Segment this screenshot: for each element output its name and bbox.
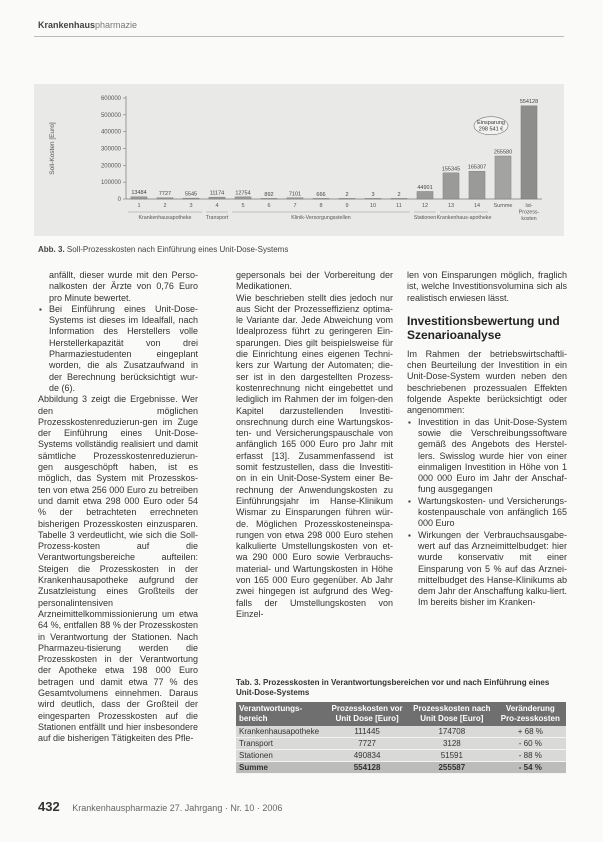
group-label: Krankenhaus-apotheke bbox=[436, 215, 492, 221]
bullet-item: ▪ Investition in das Unit-Dose-System sowie die Verschreibungssoftware gemäß des Angebots des Herstel-lers. Swisslog wurde hier von einer einmaligen Investition in Höhe von 1 000 000 Euro im Jahr der Anschaf-fung ausgegangen bbox=[407, 417, 567, 496]
annotation-line-2: 298 541 € bbox=[478, 126, 504, 133]
x-tick-label: 4 bbox=[215, 203, 219, 209]
paragraph: anfällt, dieser wurde mit den Perso-nalkosten der Ärzte von 0,76 Euro pro Minute bewertet. bbox=[49, 270, 198, 303]
bar-value-label: 7101 bbox=[288, 191, 302, 198]
bullet-item: ▪ Bei Einführung eines Unit-Dose-Systems ist dieses im Idealfall, nach Information des Herstellers volle Herstellerkapazität von drei Pharmaziestudenten eingeplant worden, die als Zusatzaufwand in der Berechnung berücksichtigt wur-de (6). bbox=[38, 304, 198, 394]
x-tick-label: 10 bbox=[369, 203, 377, 209]
bar bbox=[365, 198, 381, 199]
table-cell: 51591 bbox=[409, 750, 495, 762]
x-tick-label: 7 bbox=[293, 203, 297, 209]
bar-value-label: 13484 bbox=[131, 190, 147, 197]
figure-caption-text: Soll-Prozesskosten nach Einführung eines Unit-Dose-Systems bbox=[66, 245, 289, 254]
x-tick-label: 13 bbox=[447, 203, 455, 209]
group-label: Stationen bbox=[413, 215, 437, 221]
figure-3 bbox=[34, 84, 564, 236]
bar bbox=[131, 197, 147, 199]
table-cell: - 60 % bbox=[495, 738, 566, 750]
bar bbox=[287, 198, 303, 199]
table-cell: - 88 % bbox=[495, 750, 566, 762]
table-cell: 3128 bbox=[409, 738, 495, 750]
bar-value-label: 5545 bbox=[184, 191, 198, 198]
table-header: Veränderung Pro-zesskosten bbox=[495, 702, 566, 726]
section-heading-line1: Investitionsbewertung und bbox=[407, 313, 560, 328]
bar-value-label: 165307 bbox=[467, 164, 487, 171]
paragraph: Abbildung 3 zeigt die Ergebnisse. Wer den möglichen Prozesskostenreduzierun-gen im Zuge der Einführung eines Unit-Dose-Systems vollständig realisiert und damit sämtliche Prozesskostenreduzierun-gen ausgeschöpft haben, ist es möglich, das System mit Prozesskos-ten von etwa 256 000 Euro zu betreiben und damit etwa 298 000 Euro oder 54 % der betrachteten errechneten bisherigen Prozesskosten einzusparen. Tabelle 3 verdeutlicht, wie sich die Soll-Prozess-kosten auf die Verantwortungsbereiche aufteilen: Steigen die Prozesskosten in der Krankenhausapotheke aufgrund der Zusatzleistung eines Großteils der personalintensiven Arzneimittelkommissionierung um etwa 64 %, entfallen 88 % der Prozesskosten in Verantwortung der Stationen. Nach Pharmazeu-tisierung werden die Prozesskosten in der Verantwortung der Apotheke etwa 198 000 Euro betragen und damit etwa 77 % des Gesamtvolumens einnehmen. Daraus wird deutlich, dass der Großteil der eingesparten Prozesskosten auf die Stationen entfällt und hier insbesondere auf die bisherigen Tätigkeiten des Pfle- bbox=[38, 394, 198, 744]
table-row bbox=[236, 738, 566, 750]
bar bbox=[261, 198, 277, 199]
bar bbox=[521, 106, 537, 199]
x-tick-label: 14 bbox=[473, 203, 481, 209]
bar-value-label: 666 bbox=[316, 191, 326, 198]
table-row bbox=[236, 726, 566, 738]
table-cell: Summe bbox=[236, 762, 325, 774]
bar bbox=[209, 197, 225, 199]
text-column-3 bbox=[407, 270, 567, 609]
x-tick-label-line: kosten bbox=[521, 216, 537, 222]
table-cell: - 54 % bbox=[495, 762, 566, 774]
x-tick-label: 3 bbox=[189, 203, 193, 209]
y-tick-label: 300000 bbox=[100, 146, 121, 153]
y-axis-title: Soll-Kosten [Euro] bbox=[49, 122, 56, 175]
table-cell: Transport bbox=[236, 738, 325, 750]
group-label: Krankenhausapotheke bbox=[138, 215, 192, 221]
paragraph: Wie beschrieben stellt dies jedoch nur aus Sicht der Prozesseffizienz optima-le Variante dar. Jede Abweichung vom Idealprozess führt zu geringeren Ein-sparungen. Dies gilt beispielsweise für die Einrichtung eines eigenen Techni-kers zur Wartung der Automaten; die-ser ist in den dargestellten Prozess-kostenrechnung nicht eingebettet und lediglich im Rahmen der im folgen-den Kapitel darzustellenden Investiti-onsrechnung durch eine Wartungskos-ten- und Versicherungspauschale von anfänglich 165 000 Euro pro Jahr mit erfasst [13]. Zusammenfassend ist somit festzustellen, dass die Investiti-on in ein Unit-Dose-System einer Be-rechnung der Anwendungskosten zu Einführungsjahr im Hanse-Klinikum Wismar zu Einsparungen führen wür-de. Möglichen Prozesskosteneinspa-rungen von etwa 298 000 Euro stehen kalkulierte Umstellungskosten von et-wa 290 000 Euro sowie Verbrauchs-material- und Wartungskosten in Höhe von 165 000 Euro gegenüber. Ab Jahr zwei hingegen ist aufgrund des Weg-falls der Umstellungskosten von Einzel- bbox=[236, 292, 393, 619]
y-tick-label: 600000 bbox=[100, 96, 121, 102]
figure-caption bbox=[38, 245, 288, 254]
x-tick-label-line: Prozess- bbox=[518, 209, 540, 216]
section-heading bbox=[407, 314, 567, 342]
bar bbox=[417, 191, 433, 199]
table-header: Verantwortungs-bereich bbox=[236, 702, 325, 726]
bullet-item: ▪ Wirkungen der Verbrauchsausgabe-wert auf das Arzneimittelbudget: hier wurde konservativ mit einer Einsparung von 5 % auf das Arznei-mittelbudget des Hanse-Klinikums ab dem Jahr der Anschaffung kalku-liert. Im bereits bisher im Kranken- bbox=[407, 530, 567, 609]
bar-value-label: 554128 bbox=[519, 99, 539, 106]
bar bbox=[469, 171, 485, 199]
y-tick-label: 100000 bbox=[100, 180, 121, 187]
journal-reference: Krankenhauspharmazie 27. Jahrgang · Nr. 10 · 2006 bbox=[72, 803, 283, 813]
table-caption-label: Tab. 3. bbox=[236, 678, 261, 687]
bullet-item: ▪ Wartungskosten- und Versicherungs-kostenpauschale von anfänglich 165 000 Euro bbox=[407, 496, 567, 530]
process-cost-chart bbox=[34, 84, 564, 236]
x-tick-label: Summe bbox=[493, 203, 513, 209]
bar bbox=[313, 198, 329, 199]
bar-value-label: 892 bbox=[264, 191, 274, 198]
x-tick-label: 6 bbox=[267, 203, 271, 209]
running-head-bold: Krankenhaus bbox=[38, 20, 96, 30]
table-cell: + 68 % bbox=[495, 726, 566, 738]
table-cell: 174708 bbox=[409, 726, 495, 738]
table-cell: 490834 bbox=[325, 750, 409, 762]
section-heading-line2: Szenarioanalyse bbox=[407, 327, 502, 342]
page-footer bbox=[38, 799, 282, 814]
bar-value-label: 11174 bbox=[209, 190, 225, 197]
table-cell: 7727 bbox=[325, 738, 409, 750]
bar-value-label: 7727 bbox=[158, 191, 172, 198]
bar bbox=[443, 173, 459, 199]
y-tick-label: 200000 bbox=[100, 163, 121, 170]
x-tick-label: 1 bbox=[137, 203, 141, 209]
running-head bbox=[38, 20, 137, 30]
table-cell: 111445 bbox=[325, 726, 409, 738]
header-rule bbox=[34, 36, 564, 37]
table-header-row bbox=[236, 702, 566, 726]
cost-table bbox=[236, 702, 566, 774]
table-caption bbox=[236, 678, 566, 698]
group-label: Klinik-Versorgungsstellen bbox=[291, 215, 351, 221]
x-tick-label: 5 bbox=[241, 203, 245, 209]
bar bbox=[235, 197, 251, 199]
paragraph: len von Einsparungen möglich, fraglich ist, welche Investitionsvolumina sich als realistisch erwiesen lässt. bbox=[407, 270, 567, 303]
group-label: Transport bbox=[205, 215, 229, 221]
paragraph: Im Rahmen der betriebswirtschaftli-chen Beurteilung der Investition in ein Unit-Dose-System wurden neben den beschriebenen prozessualen Effekten folgende Aspekte berücksichtigt oder angenommen: bbox=[407, 348, 567, 416]
page-number: 432 bbox=[38, 799, 60, 814]
y-tick-label: 0 bbox=[117, 197, 121, 203]
x-tick-label-line: Ist- bbox=[525, 203, 533, 209]
table-cell: Krankenhausapotheke bbox=[236, 726, 325, 738]
bar-value-label: 155345 bbox=[441, 166, 461, 173]
x-tick-label: 8 bbox=[319, 203, 323, 209]
bar bbox=[339, 198, 355, 199]
table-cell: Stationen bbox=[236, 750, 325, 762]
x-tick-label: 11 bbox=[396, 203, 402, 209]
bar bbox=[157, 198, 173, 199]
x-tick-label: 2 bbox=[163, 203, 167, 209]
bar-value-label: 44901 bbox=[417, 184, 433, 191]
bar bbox=[183, 198, 199, 199]
bar-value-label: 12754 bbox=[235, 190, 251, 197]
table-cell: 255587 bbox=[409, 762, 495, 774]
y-tick-label: 400000 bbox=[100, 129, 121, 136]
table-caption-text: Prozesskosten in Verantwortungsbereichen vor und nach Einführung eines Unit-Dose-Systems bbox=[236, 678, 550, 697]
bar bbox=[495, 156, 511, 199]
table-header: Prozesskosten vor Unit Dose [Euro] bbox=[325, 702, 409, 726]
bar-value-label: 3 bbox=[371, 191, 375, 198]
table-header: Prozesskosten nach Unit Dose [Euro] bbox=[409, 702, 495, 726]
bar-value-label: 255580 bbox=[493, 149, 513, 156]
x-tick-label: 12 bbox=[421, 203, 429, 209]
table-sum-row bbox=[236, 762, 566, 774]
bar bbox=[391, 198, 407, 199]
table-cell: 554128 bbox=[325, 762, 409, 774]
paragraph: gepersonals bei der Vorbereitung der Medikationen. bbox=[236, 270, 393, 292]
table-row bbox=[236, 750, 566, 762]
bar-value-label: 2 bbox=[397, 191, 401, 198]
running-head-thin: pharmazie bbox=[95, 20, 138, 30]
y-tick-label: 500000 bbox=[100, 112, 121, 119]
x-tick-label: 9 bbox=[345, 203, 349, 209]
figure-caption-label: Abb. 3. bbox=[38, 245, 65, 254]
text-column-2 bbox=[236, 270, 393, 620]
annotation-line-1: Einsparung bbox=[477, 120, 505, 127]
bar-value-label: 2 bbox=[345, 191, 349, 198]
text-column-1 bbox=[38, 270, 198, 744]
